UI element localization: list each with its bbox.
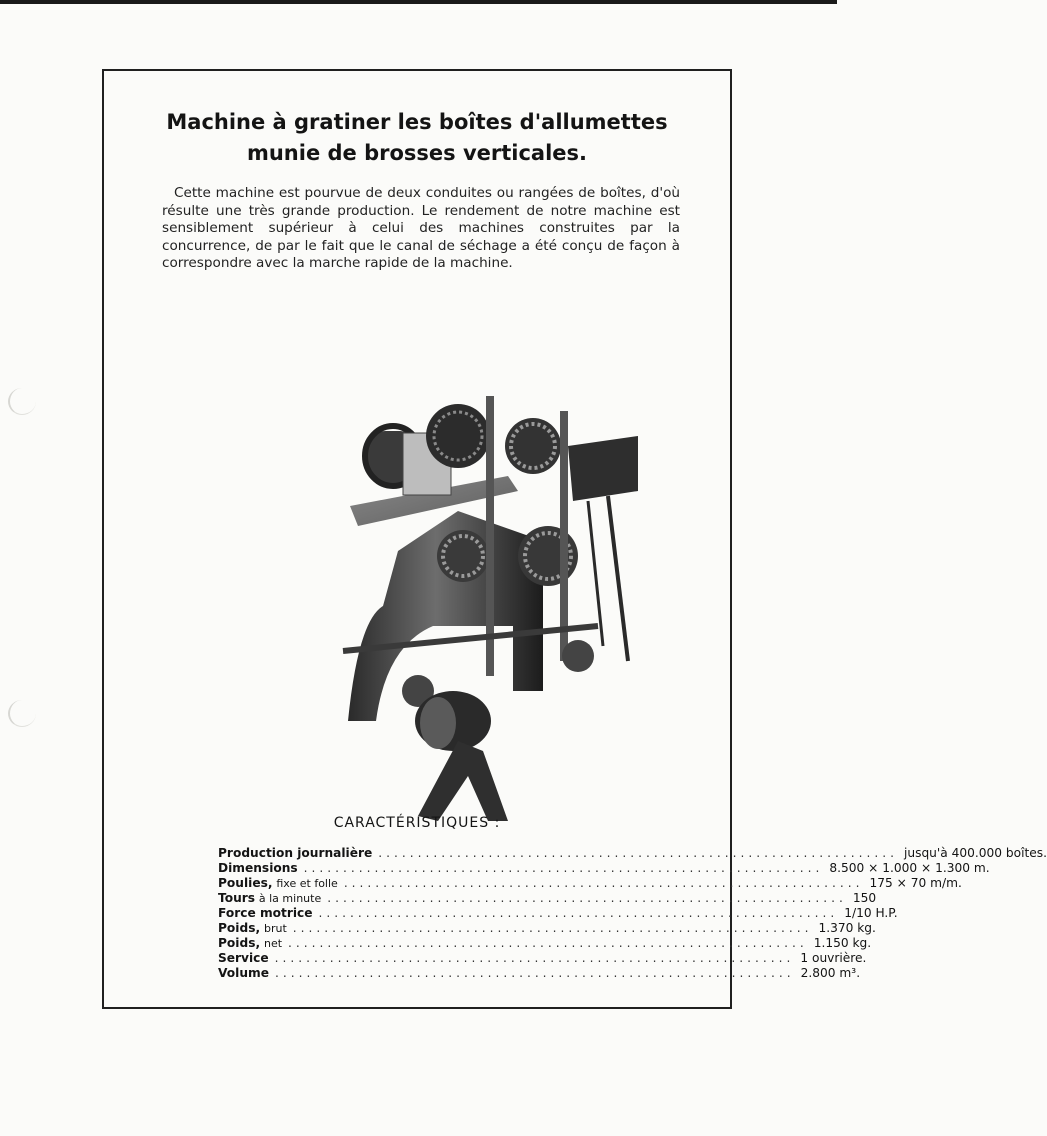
spec-leader-dots: ..................................................................: [288, 936, 808, 950]
spec-leader-dots: ..................................................................: [318, 906, 839, 920]
spec-leader-dots: ..................................................................: [274, 951, 795, 965]
spec-row: [218, 966, 861, 981]
spec-label: Poids, brut: [218, 921, 287, 935]
spec-value: jusqu'à 400.000 boîtes.: [903, 846, 1047, 860]
title-line-1: Machine à gratiner les boîtes d'allumettes: [166, 110, 668, 134]
spec-leader-dots: ..................................................................: [303, 861, 824, 875]
spec-row: [218, 846, 1047, 861]
intro-paragraph: Cette machine est pourvue de deux conduites ou rangées de boîtes, d'où résulte une très grande production. Le rendement de notre machine est sensiblement supérieur à celui des machines construites par la concurrence, de par le fait que le canal de séchage a été conçu de façon à correspondre avec la marche rapide de la machine.: [162, 185, 680, 272]
spec-value: 1 ouvrière.: [800, 951, 867, 965]
punch-hole: [8, 388, 36, 415]
title-line-2: munie de brosses verticales.: [246, 141, 588, 165]
spec-leader-dots: ..................................................................: [274, 966, 795, 980]
spec-value: 1.370 kg.: [818, 921, 876, 935]
specs-list: [218, 846, 1047, 981]
spec-label: Poids, net: [218, 936, 283, 950]
spec-value: 150: [852, 891, 877, 905]
spec-value: 1/10 H.P.: [844, 906, 898, 920]
match-box-scratching-machine-icon: [338, 391, 638, 831]
spec-value: 2.800 m³.: [800, 966, 861, 980]
spec-label: Poulies, fixe et folle: [218, 876, 338, 890]
spec-row: [218, 876, 962, 891]
spec-row: [218, 906, 898, 921]
spec-value: 175 × 70 m/m.: [869, 876, 962, 890]
spec-label: Tours à la minute: [218, 891, 322, 905]
spec-label: Force motrice: [218, 906, 313, 920]
spec-row: [218, 936, 872, 951]
scan-top-edge: [0, 0, 837, 4]
spec-value: 8.500 × 1.000 × 1.300 m.: [829, 861, 990, 875]
spec-leader-dots: ..................................................................: [343, 876, 864, 890]
page-frame: [102, 69, 1047, 1009]
spec-value: 1.150 kg.: [813, 936, 872, 950]
spec-row: [218, 861, 990, 876]
spec-leader-dots: ..................................................................: [292, 921, 813, 935]
page-title: [104, 107, 730, 169]
spec-row: [218, 921, 876, 936]
spec-leader-dots: ..................................................................: [378, 846, 898, 860]
punch-hole: [8, 700, 36, 727]
spec-row: [218, 951, 867, 966]
spec-label: Production journalière: [218, 846, 373, 860]
spec-label: Volume: [218, 966, 269, 980]
spec-row: [218, 891, 877, 906]
spec-leader-dots: ..................................................................: [327, 891, 847, 905]
spec-label: Service: [218, 951, 269, 965]
spec-label: Dimensions: [218, 861, 298, 875]
specs-heading: CARACTÉRISTIQUES :: [333, 815, 501, 831]
